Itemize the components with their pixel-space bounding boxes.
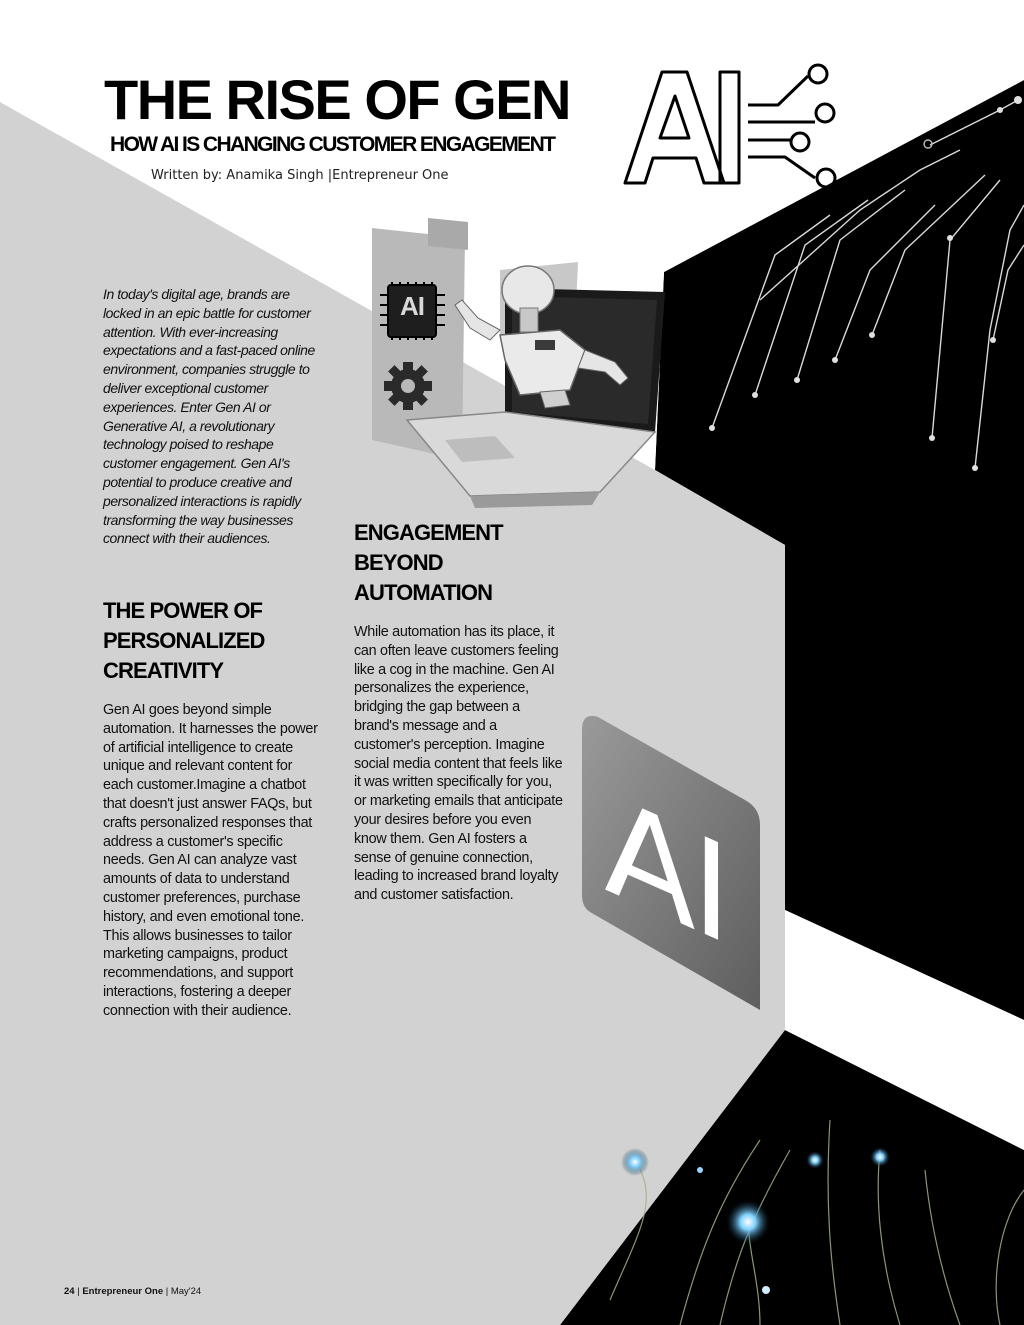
footer-separator-1: | — [77, 1286, 83, 1297]
footer-separator-2: | — [165, 1286, 171, 1297]
page-number: 24 — [64, 1286, 75, 1297]
ai-tile-label: AI — [604, 765, 728, 976]
section-heading-engagement-beyond-automation: ENGAGEMENT BEYOND AUTOMATION — [354, 520, 503, 605]
section-heading-personalized-creativity: THE POWER OF PERSONALIZED CREATIVITY — [103, 598, 265, 683]
section-body-engagement-beyond-automation: While automation has its place, it can often leave customers feeling like a cog in the machine. Gen AI personalizes the experience, bridging the gap between a brand's message and a customer's perception. Imagine social media content that feels like it was written specifically for you, or marketing emails that anticipate your desires before you even know them. Gen AI fosters a sense of genuine connection, leading to increased brand loyalty and customer satisfaction. — [354, 624, 563, 904]
article-intro: In today's digital age, brands are locked in an epic battle for customer attention. With ever-increasing expectations and a fast-paced online environment, companies struggle to deliver exceptional customer experiences. Enter Gen AI or Generative AI, a revolutionary technology poised to reshape customer engagement. Gen AI's potential to produce creative and personalized interactions is rapidly transforming the way businesses connect with their audiences. — [103, 286, 315, 547]
article-byline: Written by: Anamika Singh |Entrepreneur One — [151, 168, 449, 183]
article-subtitle: HOW AI IS CHANGING CUSTOMER ENGAGEMENT — [110, 133, 555, 156]
ai-chip-label: AI — [400, 291, 424, 321]
footer-magazine: Entrepreneur One — [82, 1286, 164, 1297]
footer-issue: May'24 — [170, 1286, 202, 1297]
section-body-personalized-creativity: Gen AI goes beyond simple automation. It harnesses the power of artificial intelligence to create unique and relevant content for each customer.Imagine a chatbot that doesn't just answer FAQs, but crafts personalized responses that address a customer's specific needs. Gen AI can analyze vast amounts of data to understand customer preferences, purchase history, and even emotional tone. This allows businesses to tailor marketing campaigns, product recommendations, and support interactions, fostering a deeper connection with their audience. — [103, 702, 318, 1019]
page-footer — [64, 1286, 201, 1297]
article-title: THE RISE OF GEN — [104, 68, 570, 131]
